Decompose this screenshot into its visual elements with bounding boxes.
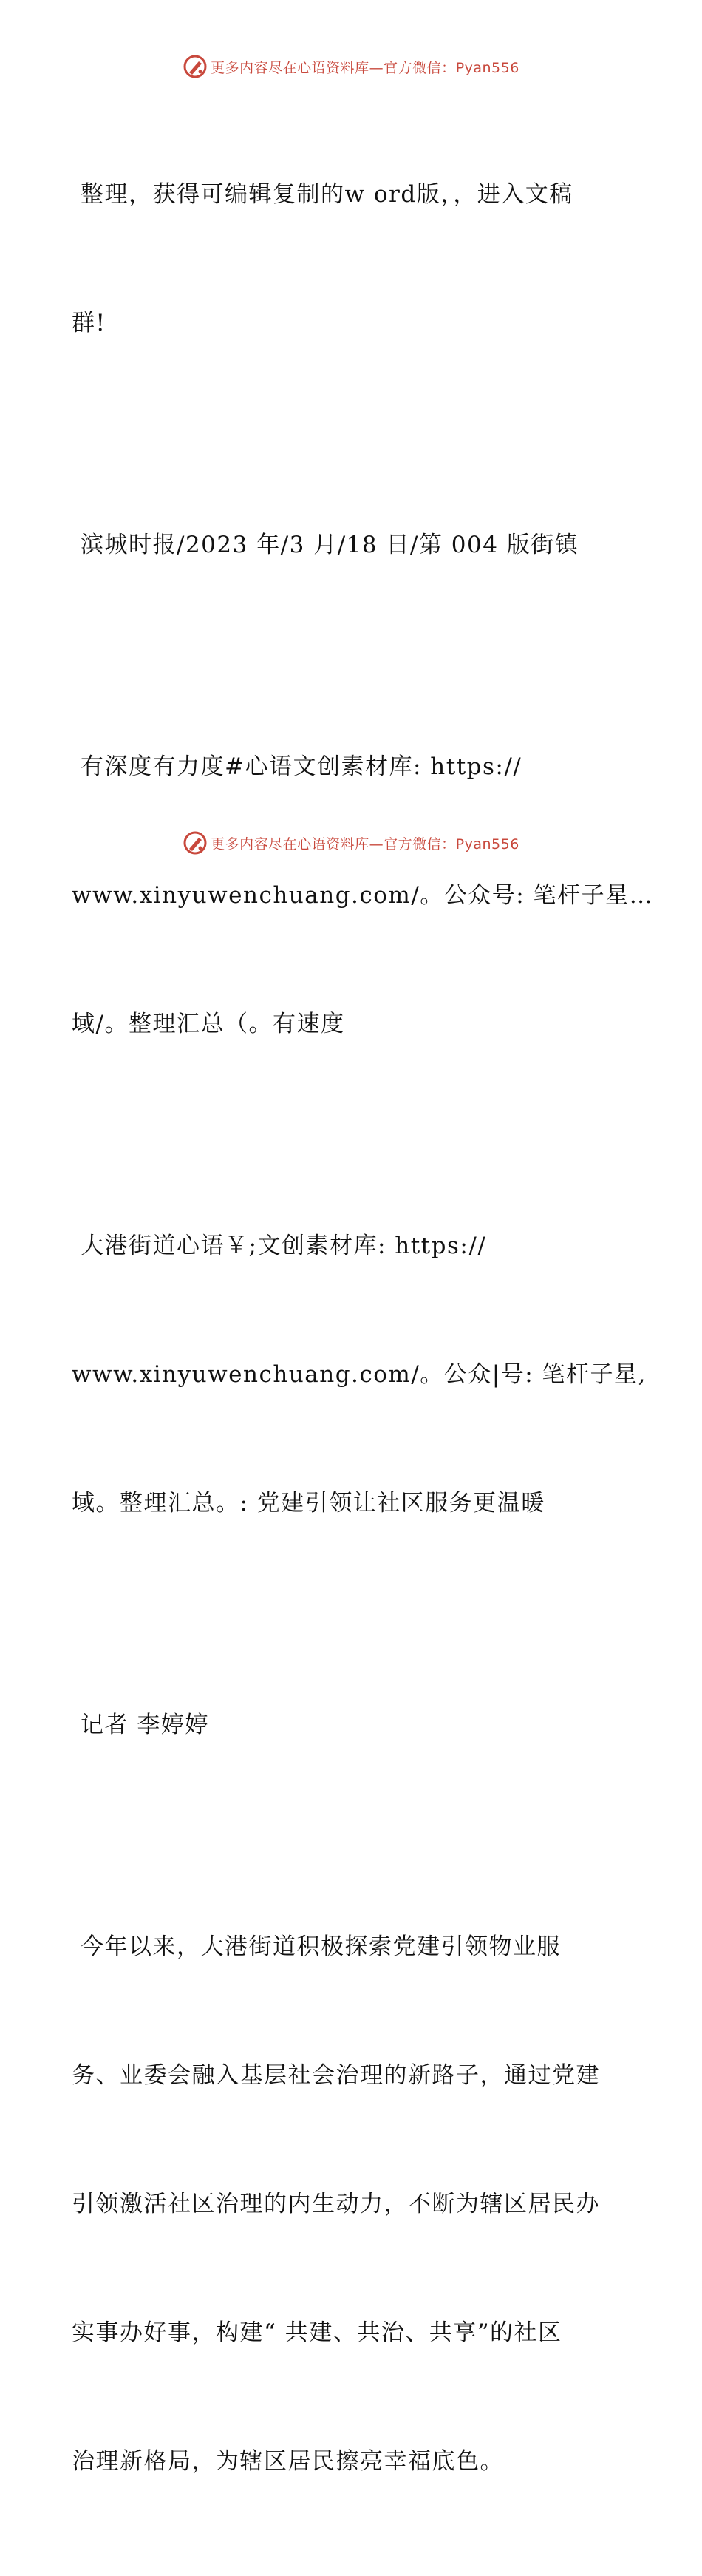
byline bbox=[72, 1618, 633, 1832]
text-line: www.xinyuwenchuang.com/。公众号: 笔杆子星… bbox=[72, 882, 654, 909]
pen-circle-icon bbox=[183, 54, 208, 79]
text-line: 域。整理汇总。: 党建引领让社区服务更温暖 bbox=[72, 1490, 545, 1516]
document-body bbox=[72, 87, 654, 2576]
paragraph bbox=[72, 1840, 633, 2569]
watermark-text: 更多内容尽在心语资料库—官方微信：Pyan556 bbox=[211, 835, 519, 853]
text-line: 整理，获得可编辑复制的w ord版，，进入文稿 bbox=[81, 181, 573, 208]
text-line: 引领激活社区治理的内生动力，不断为辖区居民办 bbox=[72, 2191, 600, 2217]
watermark-text: 更多内容尽在心语资料库—官方微信：Pyan556 bbox=[211, 59, 519, 76]
text-line: 大港街道心语￥;文创素材库: https:// bbox=[81, 1233, 487, 1259]
text-line: 滨城时报/2023 年/3 月/18 日/第 004 版街镇 bbox=[81, 532, 579, 558]
text-line: 实事办好事，构建“ 共建、共治、共享”的社区 bbox=[72, 2319, 562, 2346]
pen-circle-icon bbox=[183, 830, 208, 855]
paragraph bbox=[72, 438, 633, 652]
text-line: 群! bbox=[72, 310, 106, 336]
text-line: 有深度有力度#心语文创素材库: https:// bbox=[81, 753, 522, 780]
paragraph bbox=[72, 87, 633, 430]
text-line: www.xinyuwenchuang.com/。公众|号: 笔杆子星, bbox=[72, 1361, 647, 1388]
text-line: 域/。整理汇总（。有速度 bbox=[72, 1011, 345, 1037]
text-line: 记者 李婷婷 bbox=[81, 1712, 209, 1738]
watermark-banner-top bbox=[0, 52, 702, 81]
paragraph bbox=[72, 660, 654, 1131]
text-line: 务、业委会融入基层社会治理的新路子，通过党建 bbox=[72, 2062, 600, 2089]
text-line: 今年以来，大港街道积极探索党建引领物业服 bbox=[81, 1933, 561, 1960]
watermark-banner-bottom bbox=[0, 828, 702, 858]
paragraph bbox=[72, 1139, 647, 1610]
text-line: 治理新格局，为辖区居民擦亮幸福底色。 bbox=[72, 2448, 504, 2475]
